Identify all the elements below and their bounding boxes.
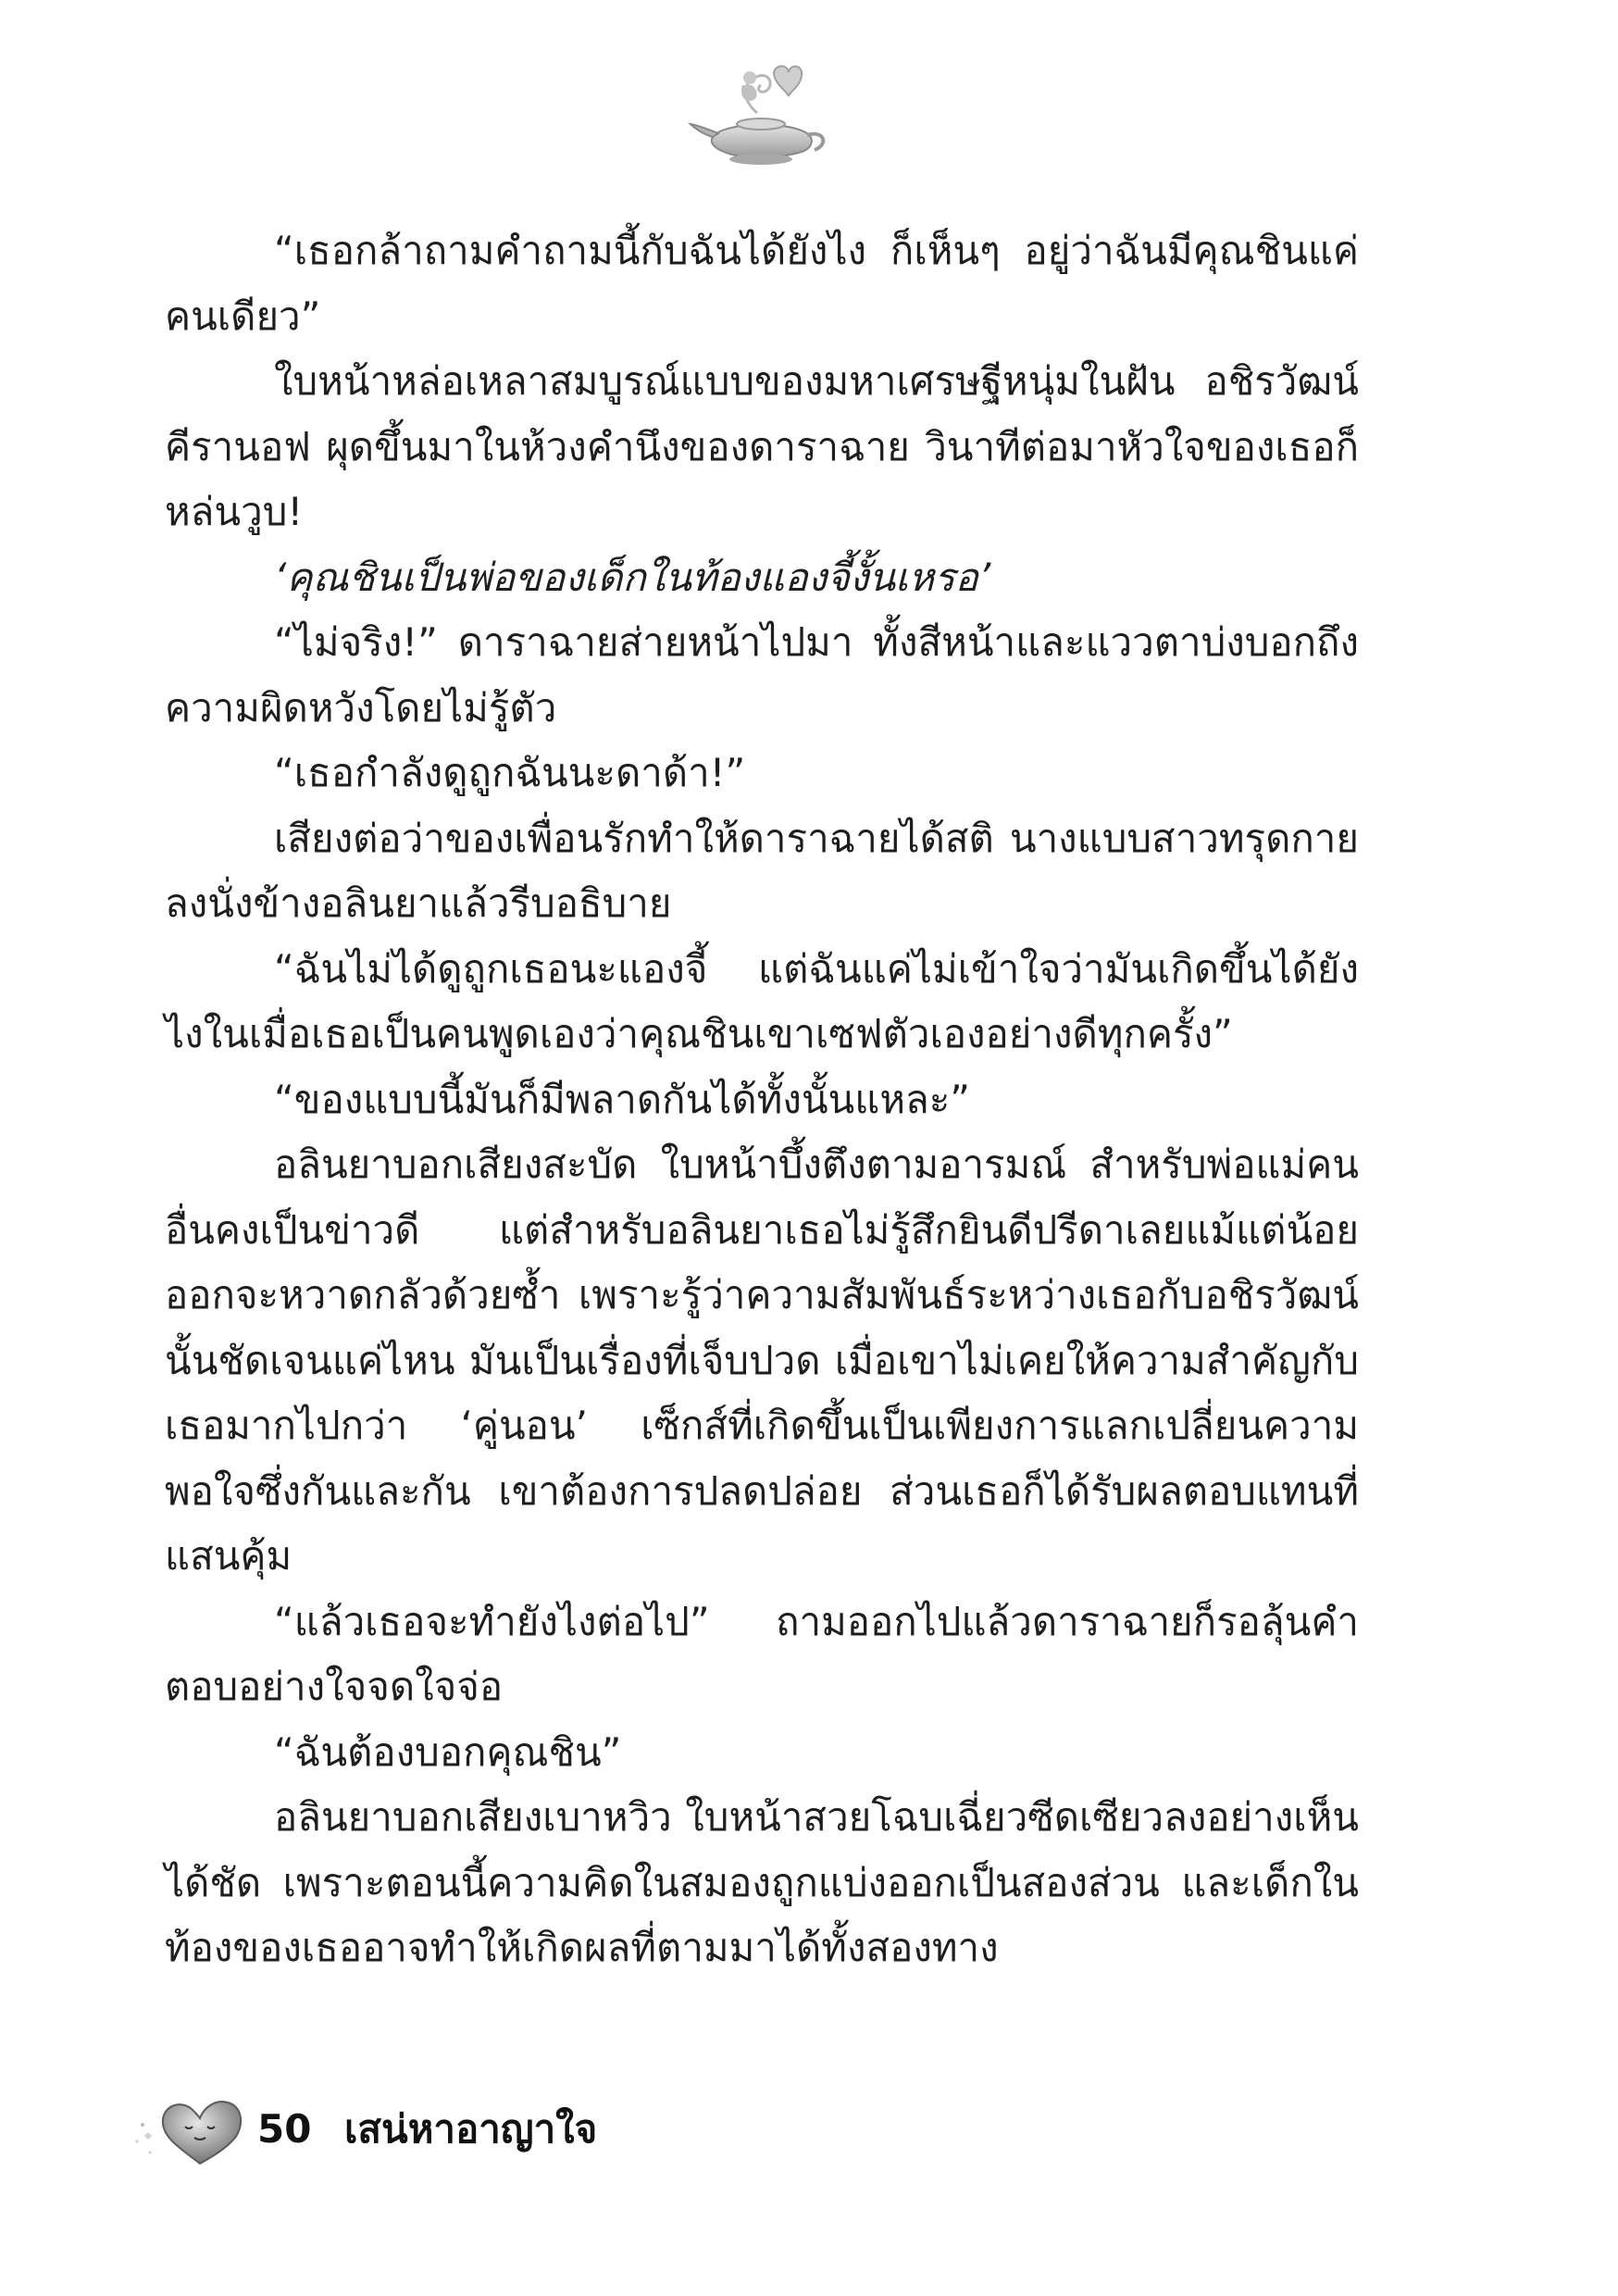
- page-footer: [130, 2088, 778, 2171]
- paragraph: เสียงต่อว่าของเพื่อนรักทำให้ดาราฉายได้สติ นางแบบสาวทรุดกายลงนั่งข้างอลินยาแล้วรีบอธิบาย: [165, 815, 1359, 926]
- lamp-with-heart-icon: [685, 48, 842, 168]
- paragraph: “แล้วเธอจะทำยังไงต่อไป” ถามออกไปแล้วดาราฉายก็รอลุ้นคำตอบอย่างใจจดใจจ่อ: [165, 1598, 1359, 1709]
- book-title: เสน่หาอาญาใจ: [344, 2106, 598, 2152]
- paragraph: อลินยาบอกเสียงเบาหวิว ใบหน้าสวยโฉบเฉี่ยวซีดเซียวลงอย่างเห็นได้ชัด เพราะตอนนี้ความคิดในสมองถูกแบ่งออกเป็นสองส่วน และเด็กในท้องของเธออาจทำให้เกิดผลที่ตามมาได้ทั้งสองทาง: [165, 1794, 1359, 1970]
- page-number: 50: [257, 2106, 312, 2152]
- paragraph: “ฉันไม่ได้ดูถูกเธอนะแองจี้ แต่ฉันแค่ไม่เข้าใจว่ามันเกิดขึ้นได้ยังไงในเมื่อเธอเป็นคนพูดเองว่าคุณชินเขาเซฟตัวเองอย่างดีทุกครั้ง”: [165, 945, 1359, 1056]
- paragraph: ใบหน้าหล่อเหลาสมบูรณ์แบบของมหาเศรษฐีหนุ่มในฝัน อชิรวัฒน์ คีรานอฟ ผุดขึ้นมาในห้วงคำนึงของดาราฉาย วินาทีต่อมาหัวใจของเธอก็หล่นวูบ!: [165, 358, 1359, 534]
- paragraph: “ไม่จริง!” ดาราฉายส่ายหน้าไปมา ทั้งสีหน้าและแววตาบ่งบอกถึงความผิดหวังโดยไม่รู้ตัว: [165, 619, 1359, 730]
- paragraph: อลินยาบอกเสียงสะบัด ใบหน้าบึ้งตึงตามอารมณ์ สำหรับพ่อแม่คนอื่นคงเป็นข่าวดี แต่สำหรับอลินยาเธอไม่รู้สึกยินดีปรีดาเลยแม้แต่น้อยออกจะหวาดกลัวด้วยซ้ำ เพราะรู้ว่าความสัมพันธ์ระหว่างเธอกับอชิรวัฒน์นั้นชัดเจนแค่ไหน มันเป็นเรื่องที่เจ็บปวด เมื่อเขาไม่เคยให้ความสำคัญกับเธอมากไปกว่า ‘คู่นอน’ เซ็กส์ที่เกิดขึ้นเป็นเพียงการแลกเปลี่ยนความพอใจซึ่งกันและกัน เขาต้องการปลดปล่อย ส่วนเธอก็ได้รับผลตอบแทนที่แสนคุ้ม: [165, 1142, 1359, 1578]
- heart-icon: [130, 2088, 268, 2171]
- paragraph: “ของแบบนี้มันก็มีพลาดกันได้ทั้งนั้นแหละ”: [274, 1076, 971, 1122]
- paragraph: “เธอกำลังดูถูกฉันนะดาด้า!”: [274, 750, 746, 795]
- paragraph: “เธอกล้าถามคำถามนี้กับฉันได้ยังไง ก็เห็นๆ อยู่ว่าฉันมีคุณชินแค่คนเดียว”: [165, 228, 1359, 339]
- body-text: [165, 218, 1359, 1981]
- paragraph: “ฉันต้องบอกคุณชิน”: [274, 1728, 622, 1775]
- paragraph-italic-thought: ‘คุณชินเป็นพ่อของเด็กในท้องแองจี้งั้นเหรอ’: [274, 554, 991, 600]
